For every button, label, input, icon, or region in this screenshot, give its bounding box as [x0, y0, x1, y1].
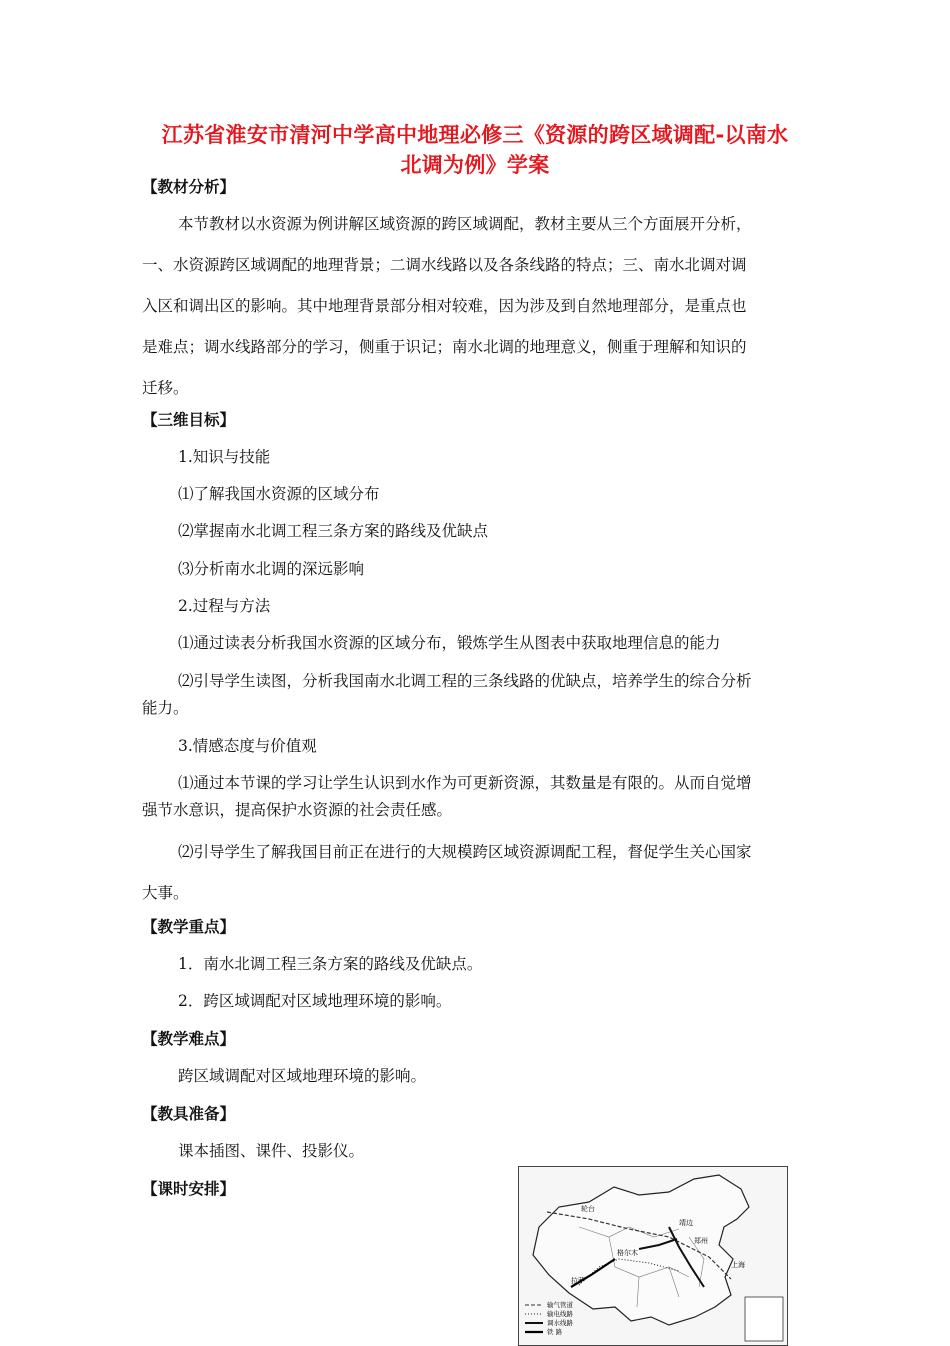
- analysis-line-3: 入区和调出区的影响。其中地理背景部分相对较难，因为涉及到自然地理部分，是重点也: [142, 297, 747, 315]
- city-label-zhengzhou: 郑州: [694, 1237, 708, 1245]
- heading-analysis: 【教材分析】: [142, 177, 236, 196]
- legend-power: 输电线路: [547, 1310, 573, 1318]
- analysis-line-2: 一、水资源跨区域调配的地理背景；二调水线路以及各条线路的特点；三、南水北调对调: [142, 256, 747, 274]
- heading-preparation: 【教具准备】: [142, 1104, 236, 1123]
- goal-1-item-3: ⑶分析南水北调的深远影响: [178, 560, 365, 578]
- page-title: [140, 120, 810, 180]
- goal-2-item-1: ⑴通过读表分析我国水资源的区域分布，锻炼学生从图表中获取地理信息的能力: [178, 634, 721, 652]
- title-line-2: 北调为例》学案: [400, 153, 550, 177]
- legend-water: 调水线路: [547, 1319, 573, 1327]
- city-label-jingbian: 靖边: [679, 1219, 693, 1227]
- goal-3-item-1-line-1: ⑴通过本节课的学习让学生认识到水作为可更新资源，其数量是有限的。从而自觉增: [178, 774, 752, 792]
- goal-1-title: 1.知识与技能: [178, 448, 271, 466]
- analysis-line-4: 是难点；调水线路部分的学习，侧重于识记；南水北调的地理意义，侧重于理解和知识的: [142, 338, 747, 356]
- key-point-1: 1．南水北调工程三条方案的路线及优缺点。: [178, 955, 483, 973]
- goal-2-item-2-line-1: ⑵引导学生读图，分析我国南水北调工程的三条线路的优缺点，培养学生的综合分析: [178, 672, 752, 690]
- city-label-luntai: 轮台: [581, 1205, 595, 1213]
- analysis-line-1: [178, 214, 752, 234]
- map-legend: [525, 1300, 574, 1336]
- city-label-shanghai: 上海: [731, 1261, 745, 1269]
- goal-1-item-1: ⑴了解我国水资源的区域分布: [178, 485, 380, 503]
- city-label-lasa: 拉萨: [571, 1277, 585, 1285]
- heading-goals: 【三维目标】: [142, 410, 236, 429]
- goal-2-title: 2.过程与方法: [178, 597, 271, 615]
- goal-1-item-2: ⑵掌握南水北调工程三条方案的路线及优缺点: [178, 522, 489, 540]
- legend-gas: 输气管道: [547, 1301, 573, 1309]
- city-label-geermu: 格尔木: [617, 1249, 638, 1257]
- heading-difficulties: 【教学难点】: [142, 1029, 236, 1048]
- map-svg: [519, 1167, 787, 1345]
- heading-key-points: 【教学重点】: [142, 917, 236, 936]
- goal-3-item-2-line-2: 大事。: [142, 884, 189, 902]
- difficulties-text: 跨区域调配对区域地理环境的影响。: [178, 1067, 427, 1085]
- key-point-2: 2．跨区域调配对区域地理环境的影响。: [178, 992, 452, 1010]
- heading-schedule: 【课时安排】: [142, 1179, 236, 1198]
- china-resource-transfer-map: [518, 1166, 788, 1346]
- goal-3-title: 3.情感态度与价值观: [178, 737, 317, 755]
- south-china-sea-inset: [745, 1297, 783, 1341]
- preparation-text: 课本插图、课件、投影仪。: [178, 1142, 365, 1160]
- analysis-line-5: 迁移。: [142, 379, 189, 397]
- analysis-line-1-text: 本节教材以水资源为例讲解区域资源的跨区域调配，教材主要从三个方面展开分析，: [178, 215, 752, 233]
- goal-3-item-1-line-2: 强节水意识，提高保护水资源的社会责任感。: [142, 801, 453, 819]
- goal-2-item-2-line-2: 能力。: [142, 699, 189, 717]
- title-line-1: 江苏省淮安市清河中学高中地理必修三《资源的跨区域调配-以南水: [161, 123, 789, 147]
- legend-rail: 铁 路: [547, 1328, 563, 1336]
- goal-3-item-2-line-1: ⑵引导学生了解我国目前正在进行的大规模跨区域资源调配工程，督促学生关心国家: [178, 843, 752, 861]
